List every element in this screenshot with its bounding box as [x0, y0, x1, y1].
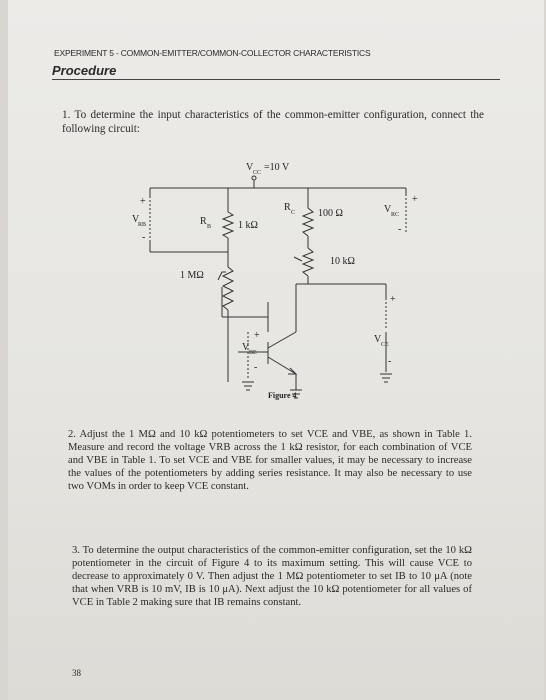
rb-value: 1 kΩ — [238, 220, 258, 231]
vce-sub: CE — [381, 342, 389, 348]
pot-10k-label: 10 kΩ — [330, 256, 355, 267]
section-title: Procedure — [52, 63, 117, 78]
vbe-plus: + — [254, 330, 260, 341]
paragraph-step-2: 2. Adjust the 1 MΩ and 10 kΩ potentiometers to set VCE and VBE, as shown in Table 1. Measure and record the voltage VRB across the 1 kΩ resistor, for each combination of VCE and VBE in Table 1. To set VCE and VBE for smaller values, it may be necessary to increase the values of the potentiometers by adding series resistance. It may also be necessary to use two VOMs in order to keep VCE constant. — [68, 429, 472, 492]
rb-resistor — [223, 212, 233, 238]
rb-label: R — [200, 216, 207, 227]
document-page — [8, 0, 544, 700]
vrb-label: V — [132, 214, 140, 225]
vce-label: V — [374, 334, 382, 345]
rc-resistor — [303, 208, 313, 236]
vcc-label: V — [246, 162, 254, 173]
ground-symbols — [242, 374, 392, 398]
vcc-sub: CC — [253, 170, 262, 176]
vrb-sub: RB — [138, 222, 147, 228]
circuit-diagram — [118, 152, 438, 402]
experiment-header: EXPERIMENT 5 - COMMON-EMITTER/COMMON-COLLECTOR CHARACTERISTICS — [54, 48, 371, 58]
vce-minus: - — [388, 356, 392, 367]
vce-plus: + — [390, 294, 396, 305]
page-number: 38 — [72, 668, 81, 678]
vrb-minus: - — [142, 232, 146, 243]
vrc-minus: - — [398, 224, 402, 235]
vrb-plus: + — [140, 196, 146, 207]
paragraph-step-1: 1. To determine the input characteristics of the common-emitter configuration, connect the following circuit: — [62, 109, 484, 135]
rc-label: R — [284, 202, 291, 213]
vrc-sub: RC — [391, 212, 400, 218]
rc-sub: C — [291, 210, 296, 216]
paragraph-step-3: 3. To determine the output characteristics of the common-emitter configuration, set the 10 kΩ potentiometer in the circuit of Figure 4 to its maximum setting. This will cause VCE to decrease to approximately 0 V. Then adjust the 1 MΩ potentiometer to set IB to 10 μA (note that when VRB is 10 mV, IB is 10 μA). Next adjust the 10 kΩ potentiometer for all values of VCE in Table 2 making sure that IB remains constant. — [72, 545, 472, 608]
pot-1m — [223, 267, 233, 310]
pot-10k — [303, 248, 313, 276]
vcc-value: =10 V — [264, 162, 290, 173]
vrc-plus: + — [412, 194, 418, 205]
vcc-terminal — [252, 176, 256, 180]
header-rule — [52, 79, 500, 80]
vrc-label: V — [384, 204, 392, 215]
vbe-minus: - — [254, 362, 258, 373]
vbe-sub: BE — [249, 350, 257, 356]
rb-sub: B — [207, 224, 212, 230]
pot-1m-label: 1 MΩ — [180, 270, 204, 281]
rc-value: 100 Ω — [318, 208, 343, 219]
figure-caption: Figure 4 — [268, 391, 297, 400]
vbe-label: V — [242, 342, 250, 353]
